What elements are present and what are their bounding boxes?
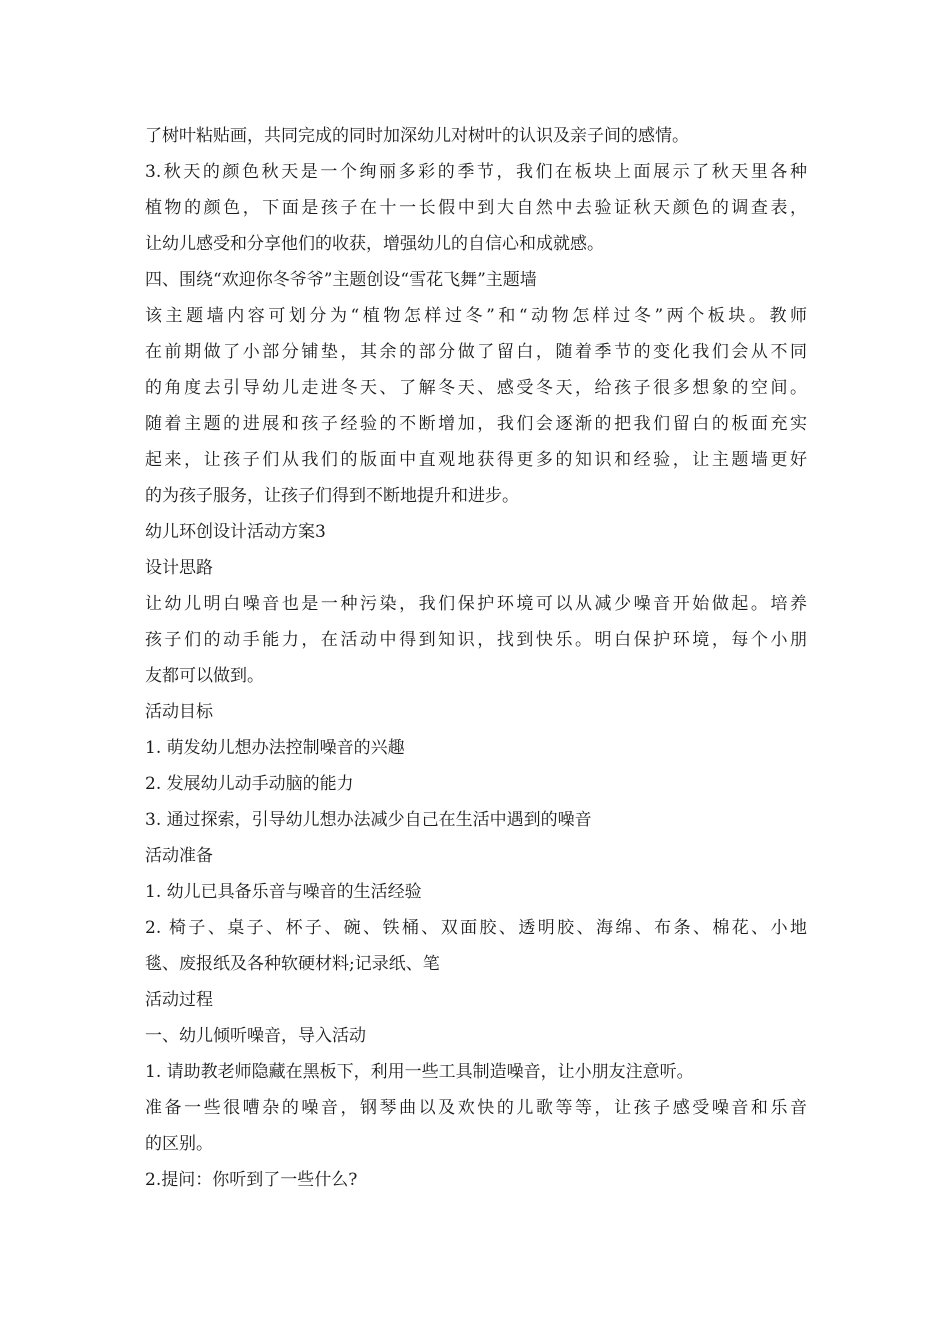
section-heading: 一、幼儿倾听噪音，导入活动 bbox=[145, 1026, 366, 1046]
text-line: 让幼儿感受和分享他们的收获，增强幼儿的自信心和成就感。 bbox=[145, 234, 604, 254]
section-heading: 活动目标 bbox=[145, 702, 213, 722]
section-heading: 活动准备 bbox=[145, 846, 213, 866]
text-line: 毯、废报纸及各种软硬材料;记录纸、笔 bbox=[145, 954, 440, 974]
text-line: 在前期做了小部分铺垫，其余的部分做了留白，随着季节的变化我们会从不同 bbox=[145, 342, 807, 362]
section-heading: 设计思路 bbox=[145, 558, 213, 578]
text-line: 让幼儿明白噪音也是一种污染，我们保护环境可以从减少噪音开始做起。培养 bbox=[145, 594, 807, 614]
text-line: 该主题墙内容可划分为“植物怎样过冬”和“动物怎样过冬”两个板块。教师 bbox=[145, 306, 807, 326]
text-line: 友都可以做到。 bbox=[145, 666, 264, 686]
text-line: 的角度去引导幼儿走进冬天、了解冬天、感受冬天，给孩子很多想象的空间。 bbox=[145, 378, 807, 398]
list-item: 2. 椅子、桌子、杯子、碗、铁桶、双面胶、透明胶、海绵、布条、棉花、小地 bbox=[145, 918, 807, 938]
text-line: 的为孩子服务，让孩子们得到不断地提升和进步。 bbox=[145, 486, 519, 506]
text-line: 了树叶粘贴画，共同完成的同时加深幼儿对树叶的认识及亲子间的感情。 bbox=[145, 126, 689, 146]
text-line: 的区别。 bbox=[145, 1134, 213, 1154]
list-item: 3. 通过探索，引导幼儿想办法减少自己在生活中遇到的噪音 bbox=[145, 810, 592, 830]
section-heading: 活动过程 bbox=[145, 990, 213, 1010]
document-title: 幼儿环创设计活动方案3 bbox=[145, 522, 326, 542]
text-line: 植物的颜色，下面是孩子在十一长假中到大自然中去验证秋天颜色的调查表， bbox=[145, 198, 807, 218]
list-item: 2.提问：你听到了一些什么? bbox=[145, 1170, 358, 1190]
list-item: 1. 萌发幼儿想办法控制噪音的兴趣 bbox=[145, 738, 405, 758]
list-item: 1. 幼儿已具备乐音与噪音的生活经验 bbox=[145, 882, 422, 902]
text-line: 准备一些很嘈杂的噪音，钢琴曲以及欢快的儿歌等等，让孩子感受噪音和乐音 bbox=[145, 1098, 807, 1118]
list-item: 1. 请助教老师隐藏在黑板下，利用一些工具制造噪音，让小朋友注意听。 bbox=[145, 1062, 694, 1082]
section-heading: 四、围绕“欢迎你冬爷爷”主题创设“雪花飞舞”主题墙 bbox=[145, 270, 537, 290]
document-body bbox=[145, 118, 807, 1198]
list-item: 2. 发展幼儿动手动脑的能力 bbox=[145, 774, 354, 794]
text-line: 3.秋天的颜色秋天是一个绚丽多彩的季节，我们在板块上面展示了秋天里各种 bbox=[145, 162, 807, 182]
text-line: 随着主题的进展和孩子经验的不断增加，我们会逐渐的把我们留白的板面充实 bbox=[145, 414, 807, 434]
text-line: 起来，让孩子们从我们的版面中直观地获得更多的知识和经验，让主题墙更好 bbox=[145, 450, 807, 470]
text-line: 孩子们的动手能力，在活动中得到知识，找到快乐。明白保护环境，每个小朋 bbox=[145, 630, 807, 650]
